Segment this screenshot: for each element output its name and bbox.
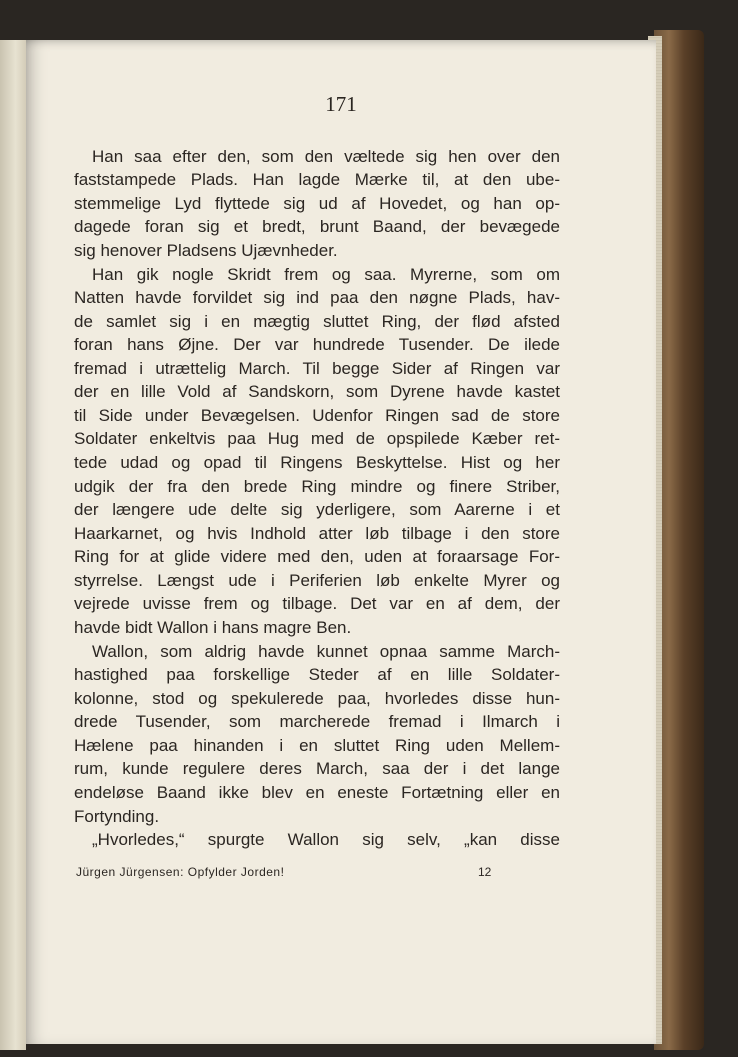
footer-signature: Jürgen Jürgensen: Opfylder Jorden!	[76, 865, 285, 879]
text-line: Haarkarnet, og hvis Indhold atter løb tilbage i den store	[74, 524, 560, 543]
page-number: 171	[325, 92, 357, 116]
text-line: endeløse Baand ikke blev en eneste Fortætning eller en	[74, 783, 560, 802]
text-line: udgik der fra den brede Ring mindre og finere Striber,	[74, 477, 560, 496]
text-line: styrrelse. Længst ude i Periferien løb enkelte Myrer og	[74, 571, 560, 590]
text-line: Han gik nogle Skridt frem og saa. Myrerne, som om	[92, 265, 560, 284]
text-line: vejrede uvisse frem og tilbage. Det var en af dem, der	[74, 594, 560, 613]
text-line: der længere ude delte sig yderligere, som Aarerne i et	[74, 500, 560, 519]
text-line: Hælene paa hinanden i en sluttet Ring uden Mellem-	[74, 736, 560, 755]
book-page	[26, 40, 656, 1044]
text-line: Fortynding.	[74, 807, 160, 826]
text-line: Soldater enkeltvis paa Hug med de opspilede Kæber ret-	[74, 429, 560, 448]
text-line: Natten havde forvildet sig ind paa den nøgne Plads, hav-	[74, 288, 560, 307]
text-line: faststampede Plads. Han lagde Mærke til, at den ube-	[74, 170, 560, 189]
text-line: til Side under Bevægelsen. Udenfor Ringen sad de store	[74, 406, 560, 425]
text-line: stemmelige Lyd flyttede sig ud af Hovedet, og han op-	[74, 194, 560, 213]
text-line: tede udad og opad til Ringens Beskyttelse. Hist og her	[74, 453, 560, 472]
facing-page-edge	[0, 40, 26, 1050]
text-line: der en lille Vold af Sandskorn, som Dyrene havde kastet	[74, 382, 560, 401]
text-line: de samlet sig i en mægtig sluttet Ring, der flød afsted	[74, 312, 560, 331]
text-line: „Hvorledes,“ spurgte Wallon sig selv, „kan disse	[92, 830, 560, 849]
footer-sheet-number: 12	[478, 865, 492, 879]
text-line: hastighed paa forskellige Steder af en lille Soldater-	[74, 665, 560, 684]
text-line: rum, kunde regulere deres March, saa der i det lange	[74, 759, 560, 778]
text-line: fremad i utrættelig March. Til begge Sider af Ringen var	[74, 359, 560, 378]
text-line: Ring for at glide videre med den, uden at foraarsage For-	[74, 547, 560, 566]
text-line: foran hans Øjne. Der var hundrede Tusender. De ilede	[74, 335, 560, 354]
text-line: sig henover Pladsens Ujævnheder.	[74, 241, 338, 260]
text-line: Han saa efter den, som den væltede sig hen over den	[92, 147, 560, 166]
text-line: Wallon, som aldrig havde kunnet opnaa samme March-	[92, 642, 560, 661]
text-line: dagede foran sig et bredt, brunt Baand, der bevægede	[74, 217, 560, 236]
text-line: kolonne, stod og spekulerede paa, hvorledes disse hun-	[74, 689, 560, 708]
text-line: havde bidt Wallon i hans magre Ben.	[74, 618, 352, 637]
text-line: drede Tusender, som marcherede fremad i Ilmarch i	[74, 712, 560, 731]
